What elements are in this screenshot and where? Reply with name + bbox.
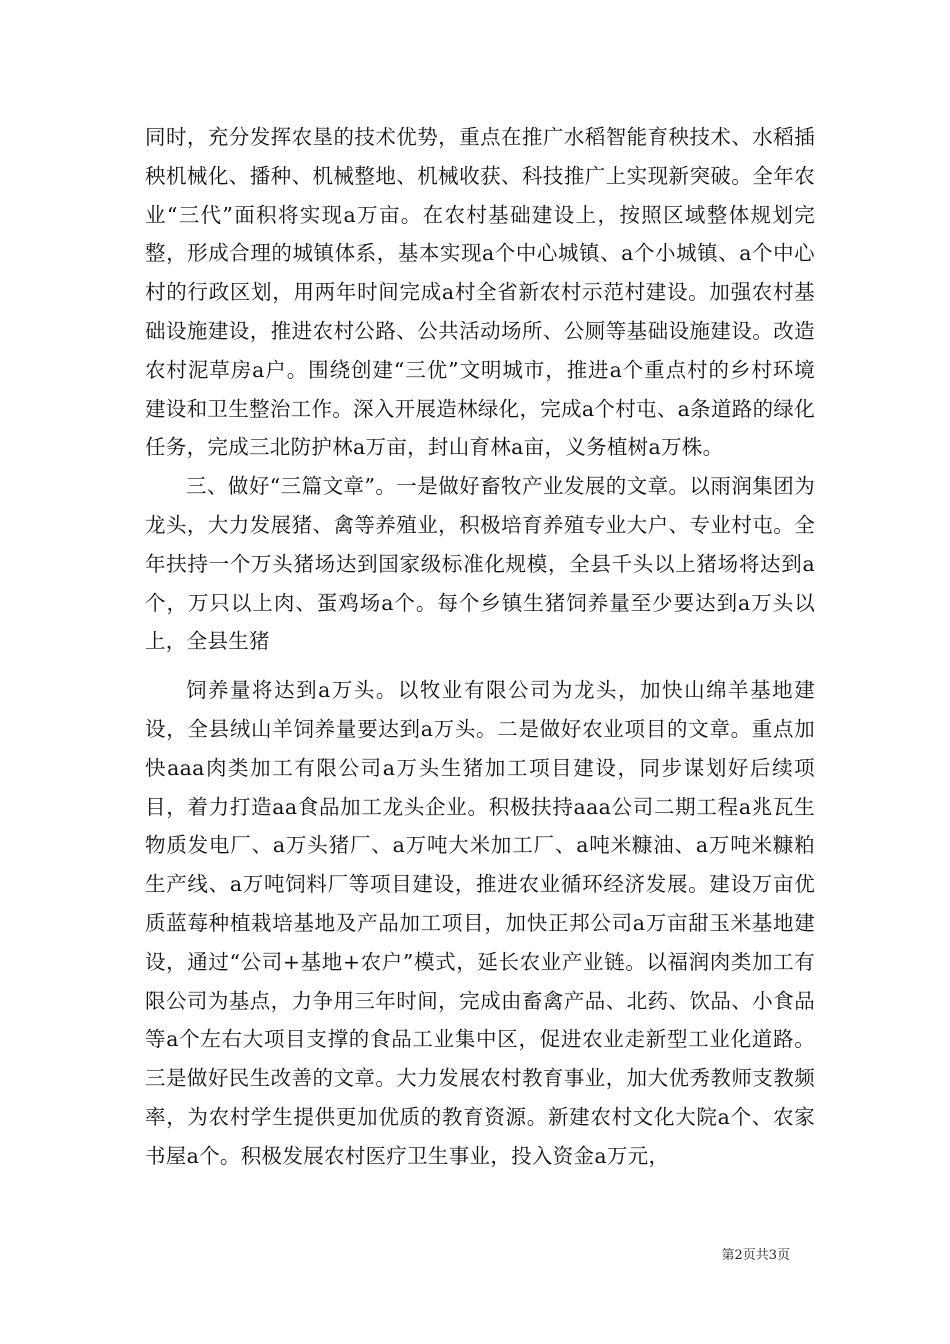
paragraph-2: 三、做好“三篇文章”。一是做好畜牧产业发展的文章。以雨润集团为龙头，大力发展猪、禽等养殖业，积极培育养殖专业大户、专业村屯。全年扶持一个万头猪场达到国家级标准化规模，全县千头以上猪场将达到a个，万只以上肉、蛋鸡场a个。每个乡镇生猪饲养量至少要达到a万头以上，全县生猪: [145, 474, 815, 654]
paragraph-3: 饲养量将达到a万头。以牧业有限公司为龙头，加快山绵羊基地建设，全县绒山羊饲养量要达到a万头。二是做好农业项目的文章。重点加快aaa肉类加工有限公司a万头生猪加工项目建设，同步谋划好后续项目，着力打造aa食品加工龙头企业。积极扶持aaa公司二期工程a兆瓦生物质发电厂、a万头猪厂、a万吨大米加工厂、a吨米糠油、a万吨米糠粕生产线、a万吨饲料厂等项目建设，推进农业循环经济发展。建设万亩优质蓝莓种植栽培基地及产品加工项目，加快正邦公司a万亩甜玉米基地建设，通过“公司+基地+农户”模式，延长农业产业链。以福润肉类加工有限公司为基点，力争用三年时间，完成由畜禽产品、北药、饮品、小食品等a个左右大项目支撑的食品工业集中区，促进农业走新型工业化道路。三是做好民生改善的文章。大力发展农村教育事业，加大优秀教师支教频率，为农村学生提供更加优质的教育资源。新建农村文化大院a个、农家书屋a个。积极发展农村医疗卫生事业，投入资金a万元，: [145, 678, 815, 1168]
document-body: [145, 118, 815, 1176]
paragraph-1: 同时，充分发挥农垦的技术优势，重点在推广水稻智能育秧技术、水稻插秧机械化、播种、机械整地、机械收获、科技推广上实现新突破。全年农业“三代”面积将实现a万亩。在农村基础建设上，按照区域整体规划完整，形成合理的城镇体系，基本实现a个中心城镇、a个小城镇、a个中心村的行政区划，用两年时间完成a村全省新农村示范村建设。加强农村基础设施建设，推进农村公路、公共活动场所、公厕等基础设施建设。改造农村泥草房a户。围绕创建“三优”文明城市，推进a个重点村的乡村环境建设和卫生整治工作。深入开展造林绿化，完成a个村屯、a条道路的绿化任务，完成三北防护林a万亩，封山育林a亩，义务植树a万株。: [145, 125, 815, 460]
page-number-footer: 第2页共3页: [721, 1248, 790, 1263]
